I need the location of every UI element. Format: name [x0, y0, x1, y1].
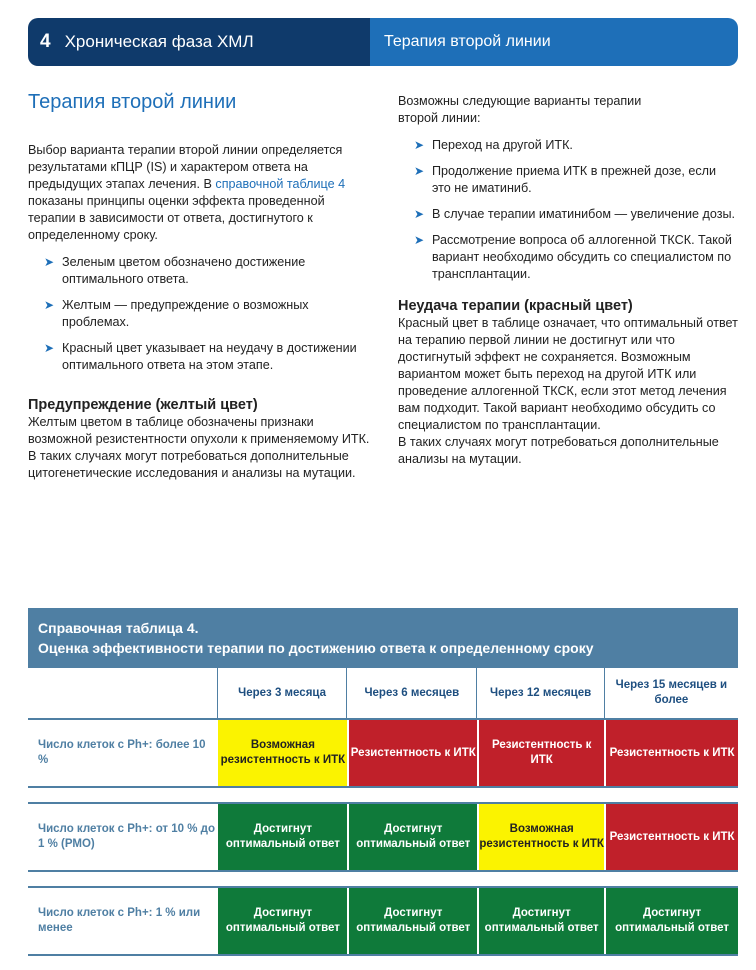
table-corner-cell — [28, 668, 217, 718]
color-legend-list — [28, 254, 373, 374]
list-item-text: Зеленым цветом обозначено достижение оптимального ответа. — [62, 255, 306, 286]
list-item — [398, 232, 738, 283]
chevron-right-icon: ➤ — [414, 207, 425, 221]
table-header-row — [28, 668, 738, 720]
table-title — [28, 608, 738, 668]
failure-heading: Неудача терапии (красный цвет) — [398, 298, 633, 314]
status-cell: Достигнут оптимальный ответ — [218, 804, 347, 870]
row-label: Число клеток с Ph+: более 10 % — [38, 739, 206, 766]
column-header: Через 3 месяца — [217, 668, 346, 718]
warning-heading: Предупреждение (желтый цвет) — [28, 397, 258, 413]
list-item — [398, 163, 738, 197]
list-item — [28, 340, 373, 374]
list-item — [398, 137, 738, 154]
list-item — [398, 206, 738, 223]
failure-text: Красный цвет в таблице означает, что оптимальный ответ на терапию первой линии не достигнут или что достигнутый эффект не сохраняется. Возможным вариантом может быть переход на другой ИТК или проведение аллогенной ТКСК, если этот метод лечения вам подходит. Такой вариант необходимо обсудить со специалистом по трансплантации. — [398, 316, 738, 432]
page-header — [28, 18, 738, 66]
table-row — [28, 720, 738, 788]
failure-text-2: В таких случаях могут потребоваться дополнительные анализы на мутации. — [398, 435, 719, 466]
list-item-text: Продолжение приема ИТК в прежней дозе, если это не иматиниб. — [432, 164, 717, 195]
table-title-line-1: Справочная таблица 4. — [38, 620, 199, 636]
chevron-right-icon: ➤ — [44, 341, 55, 355]
row-label: Число клеток с Ph+: 1 % или менее — [38, 907, 201, 934]
status-cell: Достигнут оптимальный ответ — [606, 888, 738, 954]
table-row — [28, 886, 738, 956]
warning-text: Желтым цветом в таблице обозначены признаки возможной резистентности опухоли к применяемому ИТК. В таких случаях могут потребоваться дополнительные цитогенетические исследования и анализы на мутации. — [28, 415, 370, 480]
list-item-text: Рассмотрение вопроса об аллогенной ТКСК. Такой вариант необходимо обсудить со специалистом по трансплантации. — [432, 233, 732, 281]
chapter-title: Хроническая фаза ХМЛ — [64, 32, 254, 51]
left-column — [28, 90, 373, 482]
status-cell: Возможная резистентность к ИТК — [479, 804, 604, 870]
table-title-line-2: Оценка эффективности терапии по достижению ответа к определенному сроку — [38, 640, 594, 656]
status-cell: Резистентность к ИТК — [606, 804, 738, 870]
reference-table — [28, 608, 738, 970]
row-label: Число клеток с Ph+: от 10 % до 1 % (РМО) — [38, 823, 215, 850]
chevron-right-icon: ➤ — [414, 138, 425, 152]
chapter-number: 4 — [40, 31, 51, 52]
options-intro: Возможны следующие варианты терапии второй линии: — [398, 94, 642, 125]
list-item — [28, 297, 373, 331]
list-item-text: Переход на другой ИТК. — [432, 138, 573, 152]
section-banner — [370, 18, 738, 66]
status-cell: Резистентность к ИТК — [606, 720, 738, 786]
status-cell: Достигнут оптимальный ответ — [349, 804, 477, 870]
status-cell: Резистентность к ИТК — [479, 720, 604, 786]
chevron-right-icon: ➤ — [414, 233, 425, 247]
right-column — [398, 93, 738, 468]
chevron-right-icon: ➤ — [44, 298, 55, 312]
intro-text-2: показаны принципы оценки эффекта проведенной терапии в зависимости от ответа, достигнутого к определенному сроку. — [28, 194, 325, 242]
list-item-text: Красный цвет указывает на неудачу в достижении оптимального ответа на этом этапе. — [62, 341, 357, 372]
column-header: Через 12 месяцев — [476, 668, 603, 718]
intro-text-1: Выбор варианта терапии второй линии определяется результатами кПЦР (IS) и характером ответа на предыдущих этапах лечения. В — [28, 143, 343, 191]
chevron-right-icon: ➤ — [44, 255, 55, 269]
chevron-right-icon: ➤ — [414, 164, 425, 178]
options-list — [398, 137, 738, 283]
table-reference-link[interactable]: справочной таблице 4 — [215, 177, 346, 191]
status-cell: Возможная резистентность к ИТК — [218, 720, 347, 786]
status-cell: Достигнут оптимальный ответ — [479, 888, 604, 954]
intro-paragraph — [28, 142, 373, 244]
list-item-text: Желтым — предупреждение о возможных проблемах. — [62, 298, 309, 329]
section-banner-title: Терапия второй линии — [384, 33, 551, 50]
table-row — [28, 802, 738, 872]
section-heading: Терапия второй линии — [28, 91, 237, 113]
column-header: Через 6 месяцев — [346, 668, 476, 718]
status-cell: Достигнут оптимальный ответ — [349, 888, 477, 954]
status-cell: Достигнут оптимальный ответ — [218, 888, 347, 954]
status-cell: Резистентность к ИТК — [349, 720, 477, 786]
chapter-banner — [28, 18, 370, 66]
list-item — [28, 254, 373, 288]
column-header: Через 15 месяцев и более — [604, 668, 738, 718]
list-item-text: В случае терапии иматинибом — увеличение дозы. — [432, 207, 736, 221]
